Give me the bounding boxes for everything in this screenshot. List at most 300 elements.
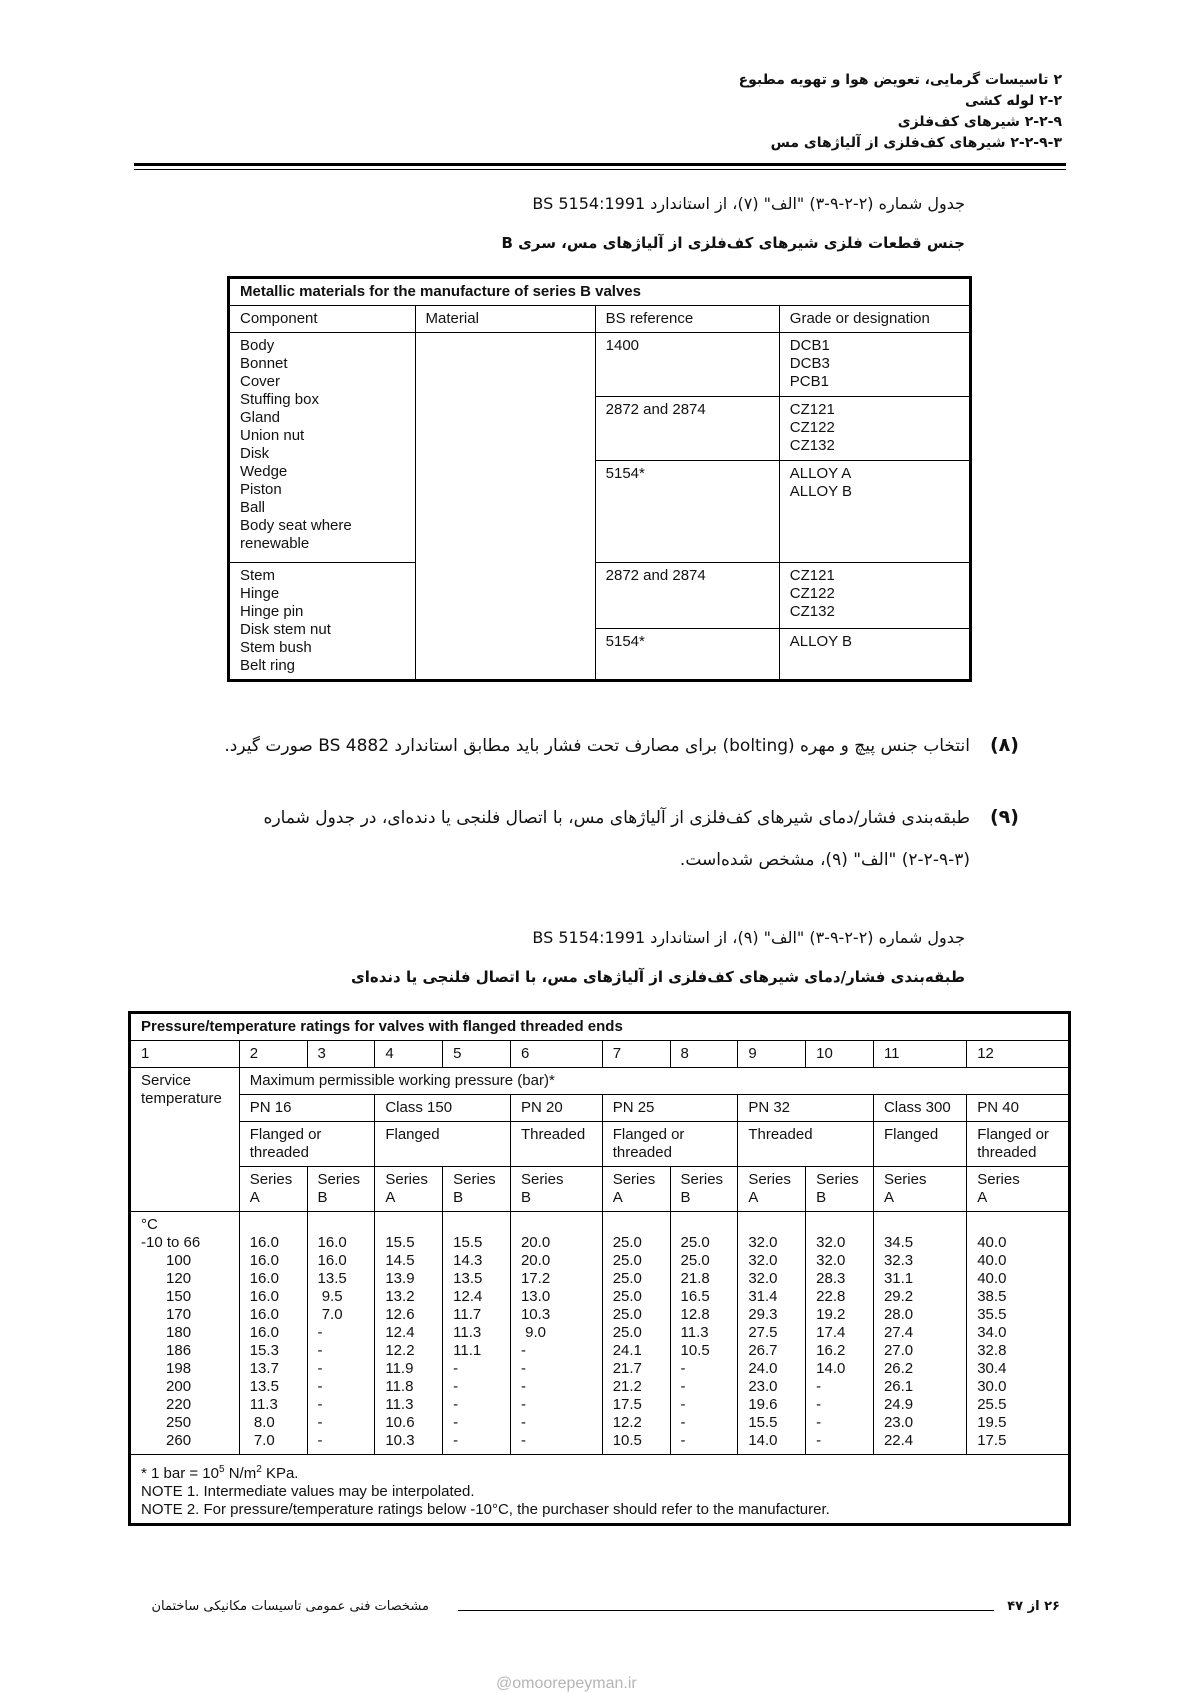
pressure-value: 13.5 [453,1270,483,1287]
material-cell [415,333,595,681]
pressure-value: 25.0 [612,1324,642,1341]
pressure-value: 17.5 [612,1396,642,1413]
component-item: Belt ring [240,657,296,674]
page-header [362,70,1062,154]
pressure-value: 29.3 [748,1306,778,1323]
temp-unit: °C [141,1216,158,1233]
header-text: Flanged [883,1126,939,1143]
paragraph-8-number: (۸) [990,734,1019,756]
pressure-value: 16.0 [249,1252,279,1269]
table-notes [130,1455,1070,1525]
pressure-value: 29.2 [883,1288,914,1305]
header-text: A [249,1189,260,1206]
unit-spacer [977,1216,1058,1234]
header-text: A [612,1189,623,1206]
pressure-value: 31.1 [883,1270,914,1287]
pressure-value: - [317,1324,323,1341]
rating-header: PN 16 [239,1095,375,1122]
pressure-value: - [680,1414,686,1431]
pressure-column [806,1212,874,1455]
header-text: Service [141,1072,192,1089]
component-item: Ball [240,499,266,516]
footer-title: مشخصات فنی عمومی تاسیسات مکانیکی ساختمان [151,1599,429,1614]
ends-header [510,1122,602,1167]
pressure-value: 11.9 [385,1360,414,1377]
pressure-value: - [317,1414,323,1431]
pressure-value: 16.2 [816,1342,846,1359]
pressure-value: - [317,1360,323,1377]
data-row [130,1212,1070,1455]
pressure-value: 19.6 [748,1396,778,1413]
component-item: Piston [240,481,282,498]
pressure-value: 16.0 [317,1252,347,1269]
unit-spacer [884,1216,956,1234]
pressure-value: 30.4 [977,1360,1007,1377]
header-line-2: ۲-۲ لوله کشی [965,93,1062,109]
pressure-column [873,1212,966,1455]
grade-item: ALLOY B [789,483,853,500]
pressure-value: 14.3 [453,1252,483,1269]
pressure-value: 13.7 [249,1360,279,1377]
pressure-column [510,1212,602,1455]
pressure-value: - [816,1396,822,1413]
pressure-value: 11.3 [453,1324,482,1341]
pressure-value: 25.5 [977,1396,1007,1413]
pressure-value: - [520,1378,526,1395]
table-row [229,563,971,629]
series-header [806,1167,874,1212]
component-item: Body [240,337,275,354]
component-item: Bonnet [240,355,288,372]
header-text: Series [748,1171,791,1188]
note-text: KPa. [261,1465,299,1482]
table2-caption: جدول شماره (۲-۲-۹-۳) "الف" (۹)، از استاندارد BS 5154:1991 [532,928,965,947]
pressure-value: 13.2 [385,1288,415,1305]
pressure-value: 38.5 [977,1288,1007,1305]
note-text: 2 [256,1464,262,1475]
pressure-value: - [317,1342,323,1359]
pressure-value: 21.8 [680,1270,710,1287]
pressure-value: 26.2 [883,1360,914,1377]
header-rule-thick [134,163,1066,166]
pressure-value: 11.8 [385,1378,414,1395]
pressure-value: 11.3 [385,1396,414,1413]
pressure-value: 14.0 [816,1360,846,1377]
rating-header: PN 40 [967,1095,1070,1122]
rating-row [130,1095,1070,1122]
grade-cell [779,461,970,563]
pressure-value: 21.2 [612,1378,642,1395]
unit-spacer [748,1216,795,1234]
pressure-value: 31.4 [748,1288,778,1305]
pressure-value: 15.5 [453,1234,483,1251]
column-header: Component [229,306,416,333]
pressure-value: 20.0 [520,1252,551,1269]
header-text: Series [453,1171,496,1188]
pressure-value: - [317,1396,323,1413]
pressure-value: 12.4 [385,1324,415,1341]
header-text: Series [520,1171,564,1188]
pressure-column [307,1212,375,1455]
header-text: Flanged [385,1126,440,1143]
pressure-value: 25.0 [612,1306,642,1323]
pressure-value: 10.3 [520,1306,551,1323]
column-number: 9 [738,1041,806,1068]
pressure-value: 25.0 [612,1252,642,1269]
ends-header [873,1122,966,1167]
component-item: Union nut [240,427,305,444]
ends-header [602,1122,738,1167]
pressure-value: 11.7 [453,1306,482,1323]
temp-value: 180 [141,1324,192,1341]
column-number-row [130,1041,1070,1068]
header-text: B [317,1189,328,1206]
column-number: 8 [670,1041,738,1068]
header-line-1: ۲ تاسیسات گرمایی، تعویض هوا و تهویه مطبوع [738,72,1062,88]
pressure-value: 21.7 [612,1360,642,1377]
component-item: Stuffing box [240,391,319,408]
header-text: A [748,1189,759,1206]
column-header: BS reference [595,306,779,333]
ends-header [967,1122,1070,1167]
component-item: Hinge [240,585,280,602]
pressure-value: - [317,1432,323,1449]
paragraph-8-text: انتخاب جنس پیچ و مهره (bolting) برای مصارف تحت فشار باید مطابق استاندارد BS 4882 صورت گیرد. [224,736,970,756]
pressure-value: 10.6 [385,1414,415,1431]
pressure-value: 26.1 [883,1378,914,1395]
unit-spacer [681,1216,728,1234]
pressure-value: 16.0 [249,1234,279,1251]
unit-spacer [453,1216,500,1234]
header-text: Series [612,1171,656,1188]
max-pressure-row [130,1068,1070,1095]
pressure-value: 28.0 [883,1306,914,1323]
service-temperature-header [130,1068,240,1212]
pressure-column [738,1212,806,1455]
pressure-column [967,1212,1070,1455]
pressure-value: 22.8 [816,1288,846,1305]
pressure-value: - [453,1360,459,1377]
paragraph-9-line-2: (۲-۲-۹-۳) "الف" (۹)، مشخص شده‌است. [679,850,970,870]
ends-header [239,1122,375,1167]
column-number: 10 [806,1041,874,1068]
materials-table-header-row [229,306,971,333]
materials-table-title: Metallic materials for the manufacture of series B valves [229,278,971,306]
table1-subtitle: جنس قطعات فلزی شیرهای کف‌فلزی از آلیاژهای مس، سری B [501,234,965,252]
temp-value: -10 to 66 [141,1234,201,1251]
header-text: B [453,1189,464,1206]
series-header [510,1167,602,1212]
pressure-value: - [453,1396,459,1413]
pressure-value: 19.2 [816,1306,846,1323]
pressure-value: 40.0 [977,1234,1007,1251]
pressure-value: - [453,1414,459,1431]
header-text: Series [680,1171,724,1188]
ends-header [375,1122,511,1167]
pressure-value: 13.0 [520,1288,551,1305]
pressure-value: 9.5 [317,1288,343,1305]
pressure-value: 11.3 [249,1396,278,1413]
pressure-value: 26.7 [748,1342,778,1359]
pressure-value: - [520,1414,526,1431]
pressure-value: 27.5 [748,1324,778,1341]
unit-spacer [816,1216,863,1234]
pressure-value: 34.5 [883,1234,914,1251]
header-text: B [816,1189,827,1206]
note-text: * 1 bar = 10 [141,1465,219,1482]
grade-item: CZ122 [789,585,835,602]
pressure-value: - [453,1432,459,1449]
header-text: Series [317,1171,361,1188]
pressure-value: 10.5 [680,1342,710,1359]
header-text: Series [249,1171,293,1188]
pressure-value: - [680,1360,686,1377]
pressure-value: 32.0 [748,1270,778,1287]
pressure-column [239,1212,307,1455]
note-text: N/m [224,1465,257,1482]
pressure-value: 22.4 [883,1432,914,1449]
component-group-2 [229,563,416,681]
pressure-value: 7.0 [317,1306,343,1323]
pressure-value: 35.5 [977,1306,1007,1323]
pressure-value: 30.0 [977,1378,1007,1395]
bs-reference-cell: 2872 and 2874 [595,563,779,629]
pressure-value: 13.5 [317,1270,347,1287]
pressure-value: 16.0 [249,1270,279,1287]
pressure-value: - [317,1378,323,1395]
footer-rule [458,1610,994,1611]
grade-item: PCB1 [789,373,829,390]
bs-reference-cell: 5154* [595,629,779,681]
pressure-value: - [520,1342,526,1359]
grade-cell [779,397,970,461]
pressure-value: 7.0 [249,1432,275,1449]
component-item: Gland [240,409,281,426]
unit-spacer [521,1216,592,1234]
note-bar [141,1461,1058,1483]
pressure-value: - [816,1432,822,1449]
temp-value: 250 [141,1414,192,1431]
notes-row [130,1455,1070,1525]
header-text: Flanged or [977,1126,1049,1143]
bs-reference-cell: 2872 and 2874 [595,397,779,461]
temp-value: 220 [141,1396,192,1413]
header-rule-thin [134,169,1066,170]
header-text: A [385,1189,396,1206]
paragraph-9-number: (۹) [990,806,1019,828]
component-item: Stem [240,567,276,584]
pressure-value: - [680,1396,686,1413]
header-text: A [977,1189,988,1206]
component-item: Cover [240,373,281,390]
pressure-value: 20.0 [520,1234,551,1251]
component-item: Wedge [240,463,288,480]
pressure-value: 16.0 [317,1234,347,1251]
temp-value: 260 [141,1432,192,1449]
pressure-value: 24.0 [748,1360,778,1377]
pressure-value: 15.3 [249,1342,279,1359]
component-item: renewable [240,535,310,552]
pressure-value: 16.0 [249,1288,279,1305]
rating-header: Class 300 [873,1095,966,1122]
pressure-value: 14.0 [748,1432,778,1449]
table2-subtitle: طبقه‌بندی فشار/دمای شیرهای کف‌فلزی از آلیاژهای مس، با اتصال فلنجی یا دنده‌ای [351,968,965,986]
series-header [602,1167,670,1212]
pressure-column [670,1212,738,1455]
watermark-text: @omoorepeyman.ir [496,1675,637,1692]
rating-header: PN 20 [510,1095,602,1122]
rating-header: PN 32 [738,1095,874,1122]
pressure-value: - [816,1378,822,1395]
pressure-value: 32.0 [748,1234,778,1251]
ends-header [738,1122,874,1167]
grade-item: CZ132 [789,603,835,620]
series-header [967,1167,1070,1212]
rating-header: Class 150 [375,1095,511,1122]
pressure-value: 12.4 [453,1288,483,1305]
pressure-value: 27.0 [883,1342,914,1359]
page-number: ۲۶ از ۴۷ [1007,1599,1060,1614]
header-text: Flanged or [249,1126,322,1143]
pressure-value: 15.5 [385,1234,415,1251]
temp-value: 100 [141,1252,192,1269]
table1-caption: جدول شماره (۲-۲-۹-۳) "الف" (۷)، از استاندارد BS 5154:1991 [532,194,965,213]
unit-spacer [250,1216,297,1234]
pressure-value: 17.2 [520,1270,551,1287]
header-text: A [883,1189,894,1206]
grade-item: DCB3 [789,355,830,372]
temp-value: 198 [141,1360,192,1377]
series-header [873,1167,966,1212]
header-text: Series [385,1171,428,1188]
pressure-value: 11.3 [680,1324,709,1341]
bs-reference-cell: 5154* [595,461,779,563]
grade-cell [779,563,970,629]
pressure-value: 12.6 [385,1306,415,1323]
pressure-value: 13.9 [385,1270,415,1287]
grade-cell [779,629,970,681]
header-text: threaded [249,1144,309,1161]
component-item: Stem bush [240,639,312,656]
pressure-value: 17.5 [977,1432,1007,1449]
column-header: Material [415,306,595,333]
pressure-value: - [680,1378,686,1395]
pressure-value: 25.0 [612,1288,642,1305]
pressure-value: 19.5 [977,1414,1007,1431]
header-text: threaded [612,1144,672,1161]
header-text: temperature [141,1090,222,1107]
pressure-table-title: Pressure/temperature ratings for valves with flanged threaded ends [130,1013,1070,1041]
pressure-value: 12.2 [612,1414,642,1431]
series-header [443,1167,511,1212]
column-header: Grade or designation [779,306,970,333]
header-text: threaded [977,1144,1037,1161]
header-line-3: ۲-۲-۹ شیرهای کف‌فلزی [897,114,1062,130]
pressure-value: 12.2 [385,1342,415,1359]
header-text: B [520,1189,531,1206]
header-text: Flanged or [612,1126,685,1143]
grade-item: CZ122 [789,419,835,436]
paragraph-9-line-1: طبقه‌بندی فشار/دمای شیرهای کف‌فلزی از آلیاژهای مس، با اتصال فلنجی یا دنده‌ای، در جدول شماره [263,808,970,828]
pressure-value: 27.4 [883,1324,914,1341]
pressure-value: 8.0 [249,1414,275,1431]
pressure-value: 17.4 [816,1324,846,1341]
header-text: Series [816,1171,859,1188]
temperature-column [130,1212,240,1455]
grade-item: CZ121 [789,401,835,418]
grade-item: CZ132 [789,437,835,454]
bs-reference-cell: 1400 [595,333,779,397]
header-text: Series [977,1171,1020,1188]
pressure-value: 24.9 [883,1396,914,1413]
pressure-value: 34.0 [977,1324,1007,1341]
pressure-value: 16.0 [249,1306,279,1323]
pressure-temperature-table [128,1011,1071,1526]
pressure-value: 40.0 [977,1270,1007,1287]
grade-item: ALLOY A [789,465,852,482]
column-number: 1 [130,1041,240,1068]
pressure-value: 16.5 [680,1288,710,1305]
table-row [229,333,971,397]
temp-value: 186 [141,1342,192,1359]
component-group-1 [229,333,416,563]
column-number: 7 [602,1041,670,1068]
pressure-value: 24.1 [612,1342,642,1359]
grade-item: CZ121 [789,567,835,584]
column-number: 11 [873,1041,966,1068]
header-text: Threaded [520,1126,586,1143]
unit-spacer [385,1216,432,1234]
note-2: NOTE 2. For pressure/temperature ratings below -10°C, the purchaser should refer to the manufacturer. [141,1501,830,1518]
pressure-value: 40.0 [977,1252,1007,1269]
series-row [130,1167,1070,1212]
pressure-value: 32.0 [816,1234,846,1251]
ends-row [130,1122,1070,1167]
column-number: 4 [375,1041,443,1068]
pressure-value: 23.0 [883,1414,914,1431]
component-item: Body seat where [240,517,352,534]
unit-spacer [318,1216,365,1234]
temp-value: 120 [141,1270,192,1287]
header-line-4: ۲-۲-۹-۳ شیرهای کف‌فلزی از آلیاژهای مس [770,135,1062,151]
unit-spacer [613,1216,660,1234]
rating-header: PN 25 [602,1095,738,1122]
pressure-value: - [520,1396,526,1413]
pressure-value: 16.0 [249,1324,279,1341]
pressure-value: 11.1 [453,1342,482,1359]
note-text: 5 [218,1464,225,1475]
grade-item: DCB1 [789,337,830,354]
pressure-value: - [520,1360,526,1377]
pressure-value: 12.8 [680,1306,710,1323]
column-number: 3 [307,1041,375,1068]
series-header [239,1167,307,1212]
materials-table [227,276,972,682]
pressure-column [443,1212,511,1455]
column-number: 2 [239,1041,307,1068]
pressure-value: 23.0 [748,1378,778,1395]
pressure-value: 32.0 [748,1252,778,1269]
pressure-value: 14.5 [385,1252,415,1269]
component-item: Hinge pin [240,603,304,620]
temp-value: 170 [141,1306,192,1323]
column-number: 6 [510,1041,602,1068]
temp-value: 150 [141,1288,192,1305]
pressure-value: 28.3 [816,1270,846,1287]
note-1: NOTE 1. Intermediate values may be interpolated. [141,1483,475,1500]
column-number: 5 [443,1041,511,1068]
pressure-value: 10.5 [612,1432,642,1449]
